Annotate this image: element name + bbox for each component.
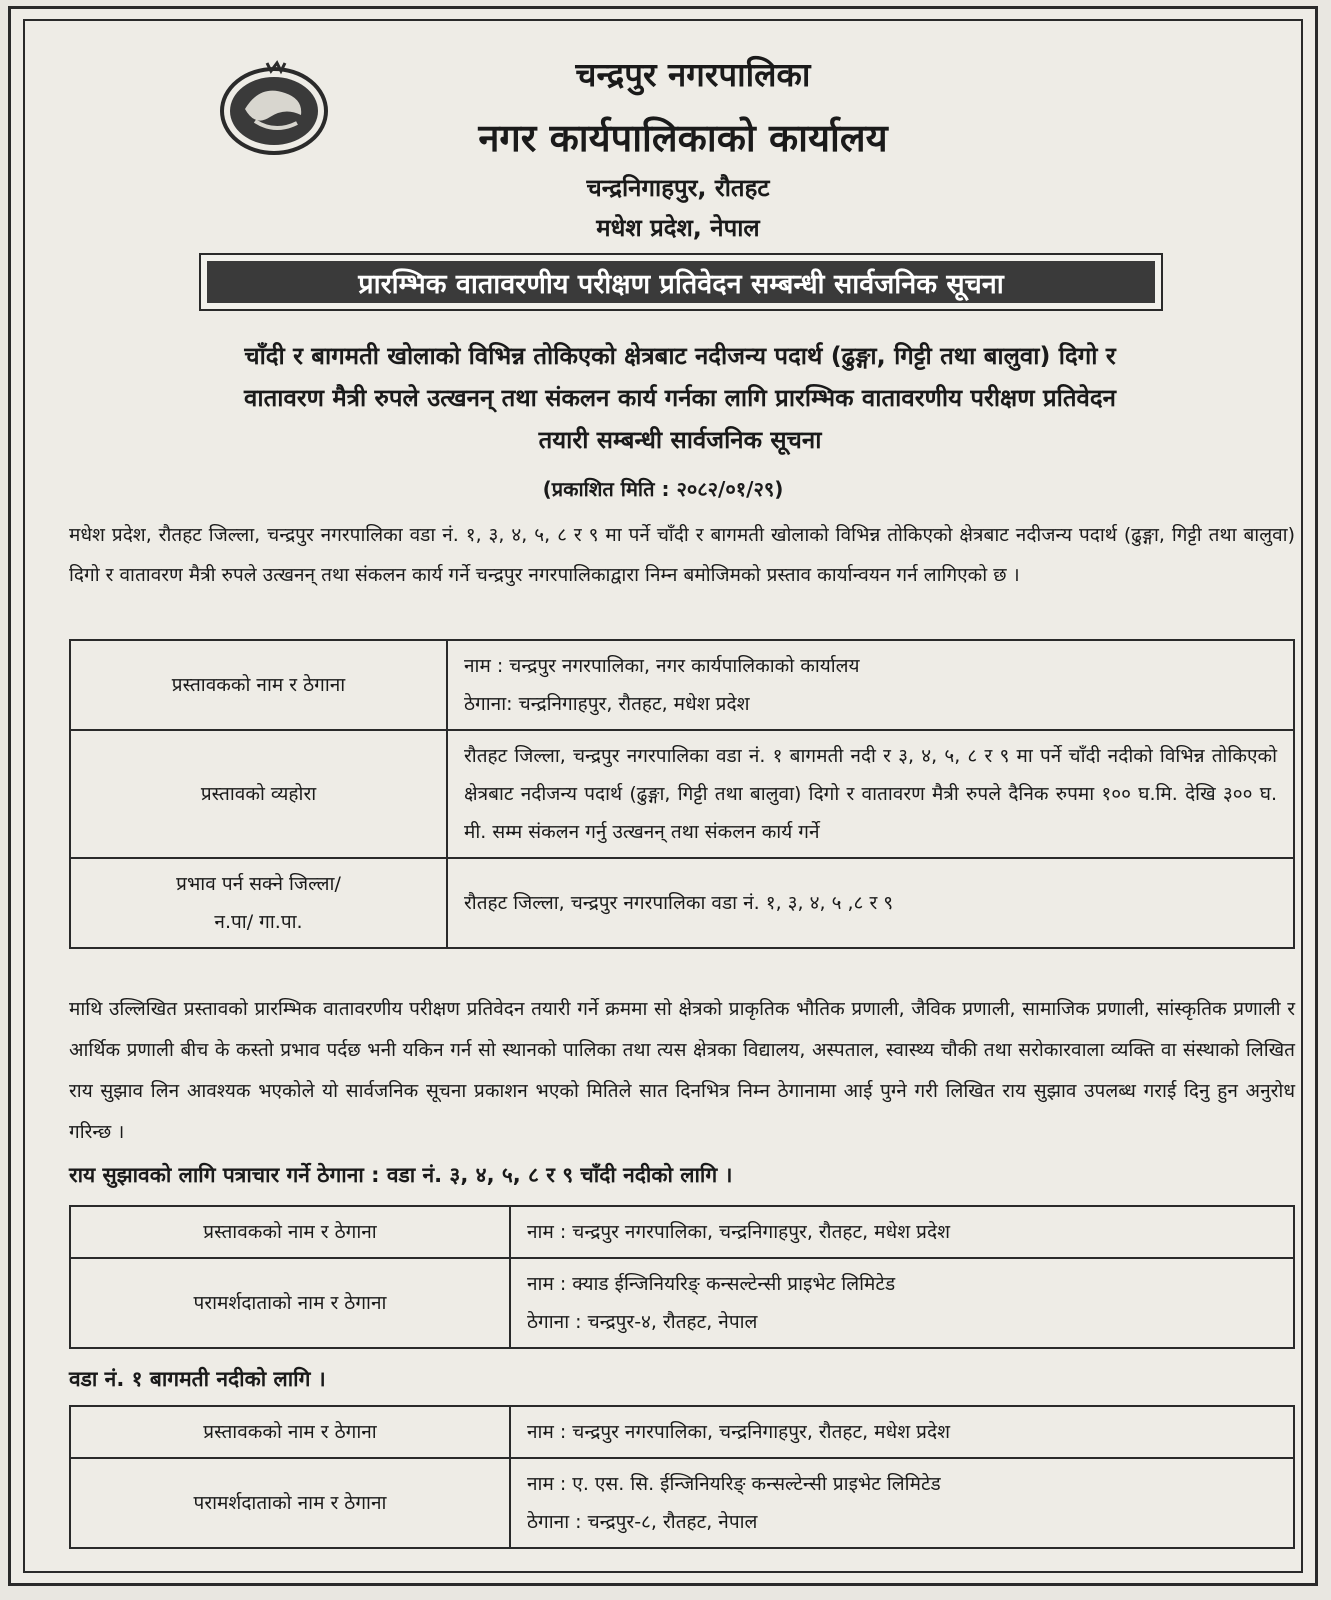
consultant-label: परामर्शदाताको नाम र ठेगाना [70, 1258, 510, 1348]
proposal-detail-value: रौतहट जिल्ला, चन्द्रपुर नगरपालिका वडा नं. १ बागमती नदी र ३, ४, ५, ८ र ९ मा पर्ने चाँदी नदीको विभिन्न तोकिएको क्षेत्रबाट नदीजन्य पदार्थ (ढुङ्गा, गिट्टी तथा बालुवा) दिगो र वातावरण मैत्री रुपले दैनिक रुपमा १०० घ.मि. देखि ३०० घ. मी. सम्म संकलन गर्नु उत्खनन् तथा संकलन कार्य गर्ने [447, 730, 1294, 858]
proposer-label: प्रस्तावकको नाम र ठेगाना [70, 1206, 510, 1258]
proposer-address: ठेगाना: चन्द्रनिगाहपुर, रौतहट, मधेश प्रदेश [464, 693, 750, 715]
consultant-address: ठेगाना : चन्द्रपुर-८, रौतहट, नेपाल [527, 1511, 758, 1533]
consultant-value [510, 1458, 1294, 1548]
proposal-table [69, 639, 1295, 949]
request-paragraph: माथि उल्लिखित प्रस्तावको प्रारम्भिक वातावरणीय परीक्षण प्रतिवेदन तयारी गर्ने क्रममा सो क्षेत्रको प्राकृतिक भौतिक प्रणाली, जैविक प्रणाली, सामाजिक प्रणाली, सांस्कृतिक प्रणाली र आर्थिक प्रणाली बीच के कस्तो प्रभाव पर्दछ भनी यकिन गर्न सो स्थानको पालिका तथा त्यस क्षेत्रका विद्यालय, अस्पताल, स्वास्थ्य चौकी तथा सरोकारवाला व्यक्ति वा संस्थाको लिखित राय सुझाव लिन आवश्यक भएकोले यो सार्वजनिक सूचना प्रकाशन भएको मितिले सात दिनभित्र निम्न ठेगानामा आई पुग्ने गरी लिखित राय सुझाव उपलब्ध गराई दिनु हुन अनुरोध गरिन्छ । [69, 998, 1295, 1143]
affected-area-label [70, 858, 447, 948]
office-province: मधेश प्रदेश, नेपाल [596, 214, 760, 242]
consultant-name: नाम : क्याड ईन्जिनियरिङ् कन्सल्टेन्सी प्राइभेट लिमिटेड [527, 1273, 896, 1295]
office-name: नगर कार्यपालिकाको कार्यालय [478, 116, 888, 160]
municipality-name: चन्द्रपुर नगरपालिका [575, 55, 811, 94]
office-address: चन्द्रनिगाहपुर, रौतहट [586, 174, 770, 202]
affected-area-label-line-2: न.पा/ गा.पा. [214, 911, 303, 933]
table-row [70, 730, 1294, 858]
notice-page [8, 6, 1318, 1586]
proposer-label: प्रस्तावकको नाम र ठेगाना [70, 640, 447, 730]
table-row [70, 858, 1294, 948]
table-row [70, 1406, 1294, 1458]
table-row [70, 1206, 1294, 1258]
section-heading-bagmati: वडा नं. १ बागमती नदीको लागि । [69, 1367, 326, 1391]
proposer-value [447, 640, 1294, 730]
subject-line-3: तयारी सम्बन्धी सार्वजनिक सूचना [538, 426, 822, 454]
notice-title: प्रारम्भिक वातावरणीय परीक्षण प्रतिवेदन सम्बन्धी सार्वजनिक सूचना [207, 261, 1155, 303]
contact-table-chandi [69, 1205, 1295, 1349]
section-heading-chandi: राय सुझावको लागि पत्राचार गर्ने ठेगाना : वडा नं. ३, ४, ५, ८ र ९ चाँदी नदीको लागि । [69, 1163, 733, 1187]
consultant-name: नाम : ए. एस. सि. ईन्जिनियरिङ् कन्सल्टेन्सी प्राइभेट लिमिटेड [527, 1473, 941, 1495]
proposer-name: नाम : चन्द्रपुर नगरपालिका, नगर कार्यपालिकाको कार्यालय [464, 655, 860, 677]
consultant-value [510, 1258, 1294, 1348]
proposal-detail-label: प्रस्तावको व्यहोरा [70, 730, 447, 858]
notice-title-banner [199, 253, 1163, 311]
notice-inner-border [23, 19, 1303, 1573]
proposer-value: नाम : चन्द्रपुर नगरपालिका, चन्द्रनिगाहपुर, रौतहट, मधेश प्रदेश [510, 1206, 1294, 1258]
subject-line-2: वातावरण मैत्री रुपले उत्खनन् तथा संकलन कार्य गर्नका लागि प्रारम्भिक वातावरणीय परीक्षण प्रतिवेदन [244, 384, 1116, 412]
proposer-value: नाम : चन्द्रपुर नगरपालिका, चन्द्रनिगाहपुर, रौतहट, मधेश प्रदेश [510, 1406, 1294, 1458]
table-row [70, 1458, 1294, 1548]
subject-line-1: चाँदी र बागमती खोलाको विभिन्न तोकिएको क्षेत्रबाट नदीजन्य पदार्थ (ढुङ्गा, गिट्टी तथा बालुवा) दिगो र [244, 342, 1116, 370]
affected-area-value: रौतहट जिल्ला, चन्द्रपुर नगरपालिका वडा नं. १, ३, ४, ५ ,८ र ९ [447, 858, 1294, 948]
affected-area-label-line-1: प्रभाव पर्न सक्ने जिल्ला/ [176, 873, 341, 895]
intro-paragraph: मधेश प्रदेश, रौतहट जिल्ला, चन्द्रपुर नगरपालिका वडा नं. १, ३, ४, ५, ८ र ९ मा पर्ने चाँदी र बागमती खोलाको विभिन्न तोकिएको क्षेत्रबाट नदीजन्य पदार्थ (ढुङ्गा, गिट्टी तथा बालुवा) दिगो र वातावरण मैत्री रुपले उत्खनन् तथा संकलन कार्य गर्ने चन्द्रपुर नगरपालिकाद्वारा निम्न बमोजिमको प्रस्ताव कार्यान्वयन गर्न लागिएको छ । [69, 524, 1295, 586]
table-row [70, 640, 1294, 730]
consultant-label: परामर्शदाताको नाम र ठेगाना [70, 1458, 510, 1548]
published-date: (प्रकाशित मिति : २०८२/०१/२९) [542, 477, 784, 501]
contact-table-bagmati [69, 1405, 1295, 1549]
table-row [70, 1258, 1294, 1348]
proposer-label: प्रस्तावकको नाम र ठेगाना [70, 1406, 510, 1458]
consultant-address: ठेगाना : चन्द्रपुर-४, रौतहट, नेपाल [527, 1311, 758, 1333]
notice-subject [105, 335, 1255, 461]
